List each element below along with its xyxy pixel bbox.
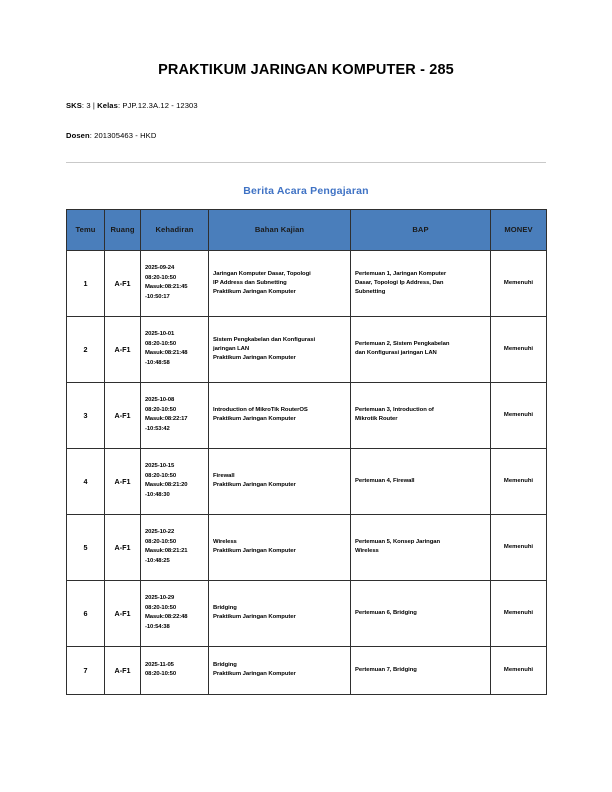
sks-value: : 3 | xyxy=(81,101,98,111)
cell-monev: Memenuhi xyxy=(491,382,547,448)
column-header-ruang: Ruang xyxy=(105,209,141,250)
bap-line-2: dan Konfigurasi jaringan LAN xyxy=(355,350,437,357)
table-row xyxy=(67,580,547,646)
cell-temu: 1 xyxy=(67,250,105,316)
cell-ruang: A-F1 xyxy=(105,382,141,448)
bap-line-1: Pertemuan 3, Introduction of xyxy=(355,407,434,414)
bap-line-2: Dasar, Topologi Ip Address, Dan xyxy=(355,279,444,286)
cell-ruang: A-F1 xyxy=(105,580,141,646)
cell-kehadiran xyxy=(141,250,209,316)
cell-temu: 2 xyxy=(67,316,105,382)
cell-bap xyxy=(351,646,491,694)
bap-line-1: Pertemuan 6, Bridging xyxy=(355,609,417,616)
kehadiran-date: 2025-11-05 xyxy=(145,661,174,668)
kehadiran-keluar: -10:54:38 xyxy=(145,623,170,630)
bap-line-2: Wireless xyxy=(355,548,379,555)
column-header-bahan-kajian: Bahan Kajian xyxy=(209,209,351,250)
cell-kehadiran xyxy=(141,316,209,382)
cell-monev: Memenuhi xyxy=(491,646,547,694)
kehadiran-masuk: Masuk:08:21:45 xyxy=(145,284,188,291)
kehadiran-keluar: -10:48:30 xyxy=(145,491,170,498)
table-row xyxy=(67,382,547,448)
kehadiran-keluar: -10:48:58 xyxy=(145,359,170,366)
cell-bahan-kajian xyxy=(209,646,351,694)
table-row xyxy=(67,514,547,580)
cell-monev: Memenuhi xyxy=(491,316,547,382)
cell-ruang: A-F1 xyxy=(105,448,141,514)
bahan-line-3: Praktikum Jaringan Komputer xyxy=(213,354,296,361)
kehadiran-keluar: -10:50:17 xyxy=(145,293,170,300)
kehadiran-masuk: Masuk:08:22:17 xyxy=(145,416,188,423)
bahan-line-2: Praktikum Jaringan Komputer xyxy=(213,548,296,555)
kehadiran-date: 2025-10-22 xyxy=(145,528,175,535)
table-row xyxy=(67,448,547,514)
bahan-line-2: Praktikum Jaringan Komputer xyxy=(213,416,296,423)
kehadiran-date: 2025-10-29 xyxy=(145,594,175,601)
section-title: Berita Acara Pengajaran xyxy=(243,184,369,197)
cell-temu: 4 xyxy=(67,448,105,514)
kehadiran-masuk: Masuk:08:22:48 xyxy=(145,614,188,621)
bap-line-1: Pertemuan 5, Konsep Jaringan xyxy=(355,539,441,546)
sks-label: SKS xyxy=(66,101,82,111)
horizontal-divider xyxy=(66,162,546,163)
bahan-line-1: Sistem Pengkabelan dan Konfigurasi xyxy=(213,336,316,343)
kehadiran-jadwal: 08:20-10:50 xyxy=(145,604,176,611)
cell-monev: Memenuhi xyxy=(491,250,547,316)
table-row xyxy=(67,250,547,316)
cell-monev: Memenuhi xyxy=(491,448,547,514)
bap-line-1: Pertemuan 7, Bridging xyxy=(355,666,417,673)
cell-kehadiran xyxy=(141,448,209,514)
bahan-line-3: Praktikum Jaringan Komputer xyxy=(213,288,296,295)
table-body xyxy=(67,250,547,694)
table-row xyxy=(67,316,547,382)
table-row xyxy=(67,646,547,694)
bahan-line-2: IP Address dan Subnetting xyxy=(213,279,287,286)
berita-acara-table xyxy=(66,209,547,695)
cell-kehadiran xyxy=(141,382,209,448)
kehadiran-jadwal: 08:20-10:50 xyxy=(145,340,176,347)
cell-monev: Memenuhi xyxy=(491,580,547,646)
kehadiran-date: 2025-10-01 xyxy=(145,330,175,337)
meta-dosen xyxy=(66,131,546,140)
cell-kehadiran xyxy=(141,514,209,580)
cell-bap xyxy=(351,514,491,580)
dosen-label: Dosen xyxy=(66,130,90,140)
meta-sks-kelas xyxy=(66,101,546,110)
kehadiran-date: 2025-10-15 xyxy=(145,462,175,469)
bahan-line-2: Praktikum Jaringan Komputer xyxy=(213,482,296,489)
page-title: PRAKTIKUM JARINGAN KOMPUTER - 285 xyxy=(158,62,454,78)
kehadiran-jadwal: 08:20-10:50 xyxy=(145,671,176,678)
column-header-kehadiran: Kehadiran xyxy=(141,209,209,250)
kelas-label: Kelas xyxy=(97,101,118,111)
cell-ruang: A-F1 xyxy=(105,514,141,580)
bahan-line-2: Praktikum Jaringan Komputer xyxy=(213,614,296,621)
cell-ruang: A-F1 xyxy=(105,250,141,316)
dosen-value: : 201305463 - HKD xyxy=(89,130,157,140)
kehadiran-jadwal: 08:20-10:50 xyxy=(145,406,176,413)
bahan-line-2: jaringan LAN xyxy=(213,345,250,352)
bap-line-3: Subnetting xyxy=(355,288,386,295)
cell-bap xyxy=(351,250,491,316)
table-header xyxy=(67,209,547,250)
cell-kehadiran xyxy=(141,580,209,646)
cell-bahan-kajian xyxy=(209,382,351,448)
cell-ruang: A-F1 xyxy=(105,316,141,382)
bap-line-1: Pertemuan 2, Sistem Pengkabelan xyxy=(355,341,450,348)
bahan-line-1: Jaringan Komputer Dasar, Topologi xyxy=(213,270,311,277)
cell-temu: 3 xyxy=(67,382,105,448)
kehadiran-masuk: Masuk:08:21:20 xyxy=(145,482,188,489)
kehadiran-masuk: Masuk:08:21:21 xyxy=(145,548,188,555)
cell-bap xyxy=(351,580,491,646)
bahan-line-1: Introduction of MikroTik RouterOS xyxy=(213,407,308,414)
bahan-line-1: Firewall xyxy=(213,473,235,480)
kehadiran-date: 2025-10-08 xyxy=(145,396,175,403)
cell-bahan-kajian xyxy=(209,448,351,514)
kehadiran-jadwal: 08:20-10:50 xyxy=(145,472,176,479)
cell-bahan-kajian xyxy=(209,580,351,646)
kelas-value: : PJP.12.3A.12 - 12303 xyxy=(117,101,198,111)
bahan-line-1: Bridging xyxy=(213,605,237,612)
column-header-monev: MONEV xyxy=(491,209,547,250)
table-header-row xyxy=(67,209,547,250)
bahan-line-1: Wireless xyxy=(213,539,237,546)
cell-bap xyxy=(351,316,491,382)
kehadiran-keluar: -10:53:42 xyxy=(145,425,170,432)
cell-temu: 7 xyxy=(67,646,105,694)
cell-temu: 5 xyxy=(67,514,105,580)
cell-monev: Memenuhi xyxy=(491,514,547,580)
cell-bap xyxy=(351,382,491,448)
bahan-line-1: Bridging xyxy=(213,662,237,669)
cell-bahan-kajian xyxy=(209,250,351,316)
meta-spacer xyxy=(66,111,546,131)
cell-temu: 6 xyxy=(67,580,105,646)
cell-bap xyxy=(351,448,491,514)
bahan-line-2: Praktikum Jaringan Komputer xyxy=(213,671,296,678)
cell-ruang: A-F1 xyxy=(105,646,141,694)
cell-bahan-kajian xyxy=(209,316,351,382)
cell-bahan-kajian xyxy=(209,514,351,580)
kehadiran-keluar: -10:48:25 xyxy=(145,557,170,564)
column-header-temu: Temu xyxy=(67,209,105,250)
bap-line-1: Pertemuan 4, Firewall xyxy=(355,477,415,484)
bap-line-1: Pertemuan 1, Jaringan Komputer xyxy=(355,270,447,277)
kehadiran-jadwal: 08:20-10:50 xyxy=(145,538,176,545)
column-header-bap: BAP xyxy=(351,209,491,250)
kehadiran-masuk: Masuk:08:21:48 xyxy=(145,350,188,357)
bap-line-2: Mikrotik Router xyxy=(355,416,398,423)
cell-kehadiran xyxy=(141,646,209,694)
kehadiran-jadwal: 08:20-10:50 xyxy=(145,274,176,281)
kehadiran-date: 2025-09-24 xyxy=(145,264,175,271)
